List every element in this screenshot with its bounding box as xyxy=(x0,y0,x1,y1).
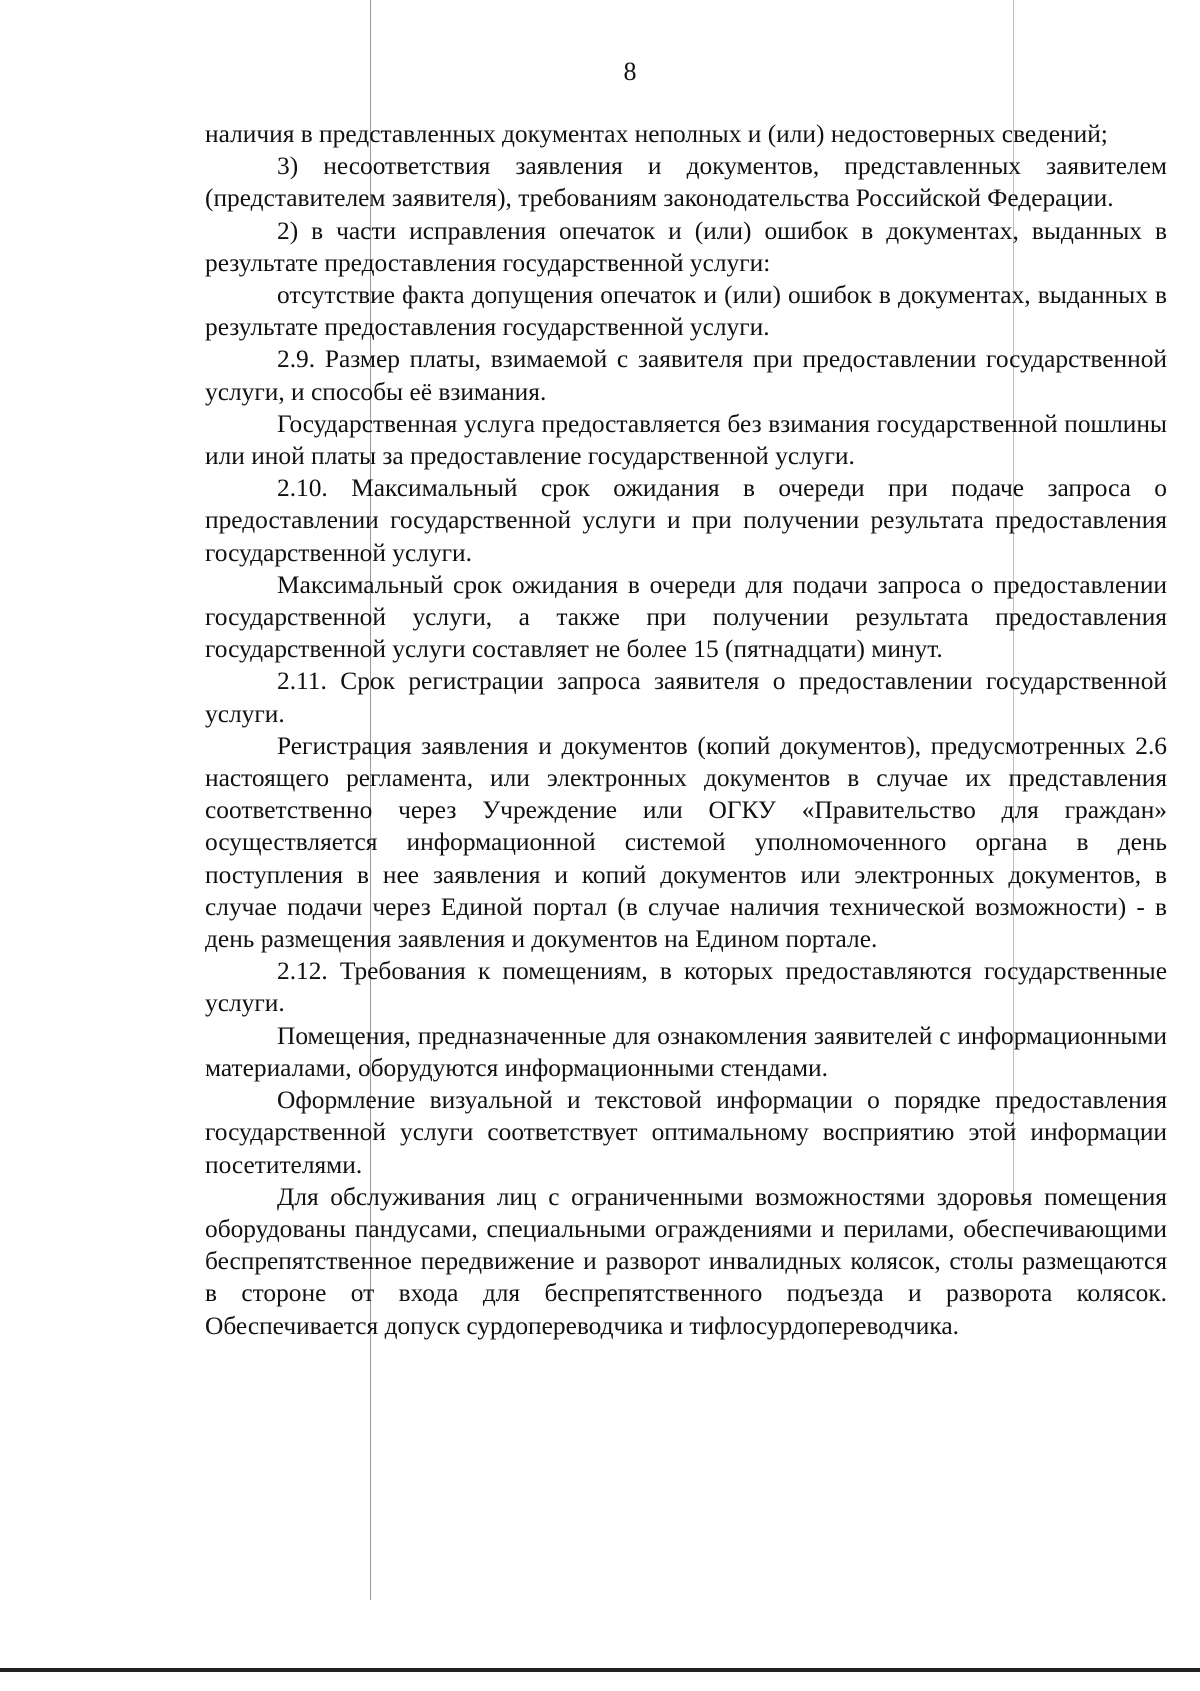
section-heading-2-12: 2.12. Требования к помещениям, в которых предоставляются государственные услуги. xyxy=(205,957,1167,1018)
section-heading-2-9: 2.9. Размер платы, взимаемой с заявителя при предоставлении государственной услуги, и способы её взимания. xyxy=(205,345,1167,406)
scan-bottom-edge xyxy=(0,1668,1200,1672)
page-number: 8 xyxy=(623,57,637,86)
paragraph: 2) в части исправления опечаток и (или) ошибок в документах, выданных в результате предоставления государственной услуги: xyxy=(205,216,1167,277)
paragraph: отсутствие факта допущения опечаток и (или) ошибок в документах, выданных в результате предоставления государственной услуги. xyxy=(205,281,1167,342)
paragraph: Государственная услуга предоставляется без взимания государственной пошлины или иной платы за предоставление государственной услуги. xyxy=(205,409,1167,471)
paragraph: Регистрация заявления и документов (копий документов), предусмотренных 2.6 настоящего регламента, или электронных документов в случае их представления соответственно через Учреждение или ОГКУ «Правительство для граждан» осуществляется информационной системой уполномоченного органа в день поступления в нее заявления и копий документов или электронных документов, в случае подачи через Единой портал (в случае наличия технической возможности) - в день размещения заявления и документов на Едином портале. xyxy=(205,731,1167,954)
document-body xyxy=(205,118,1167,1342)
paragraph: наличия в представленных документах неполных и (или) недостоверных сведений; xyxy=(205,120,1108,148)
paragraph: Для обслуживания лиц с ограниченными возможностями здоровья помещения оборудованы пандусами, специальными ограждениями и перилами, обеспечивающими беспрепятственное передвижение и разворот инвалидных колясок, столы размещаются в стороне от входа для беспрепятственного подъезда и разворота колясок. Обеспечивается допуск сурдопереводчика и тифлосурдопереводчика. xyxy=(205,1182,1167,1340)
paragraph: Помещения, предназначенные для ознакомления заявителей с информационными материалами, оборудуются информационными стендами. xyxy=(205,1021,1167,1082)
paragraph: Оформление визуальной и текстовой информации о порядке предоставления государственной услуги соответствует оптимальному восприятию этой информации посетителями. xyxy=(205,1086,1167,1179)
paragraph: 3) несоответствия заявления и документов, представленных заявителем (представителем заявителя), требованиям законодательства Российской Федерации. xyxy=(205,152,1167,213)
section-heading-2-11: 2.11. Срок регистрации запроса заявителя о предоставлении государственной услуги. xyxy=(205,667,1167,728)
section-heading-2-10: 2.10. Максимальный срок ожидания в очереди при подаче запроса о предоставлении государственной услуги и при получении результата предоставления государственной услуги. xyxy=(205,474,1167,567)
paragraph: Максимальный срок ожидания в очереди для подачи запроса о предоставлении государственной услуги, а также при получении результата предоставления государственной услуги составляет не более 15 (пятнадцати) минут. xyxy=(205,570,1167,664)
